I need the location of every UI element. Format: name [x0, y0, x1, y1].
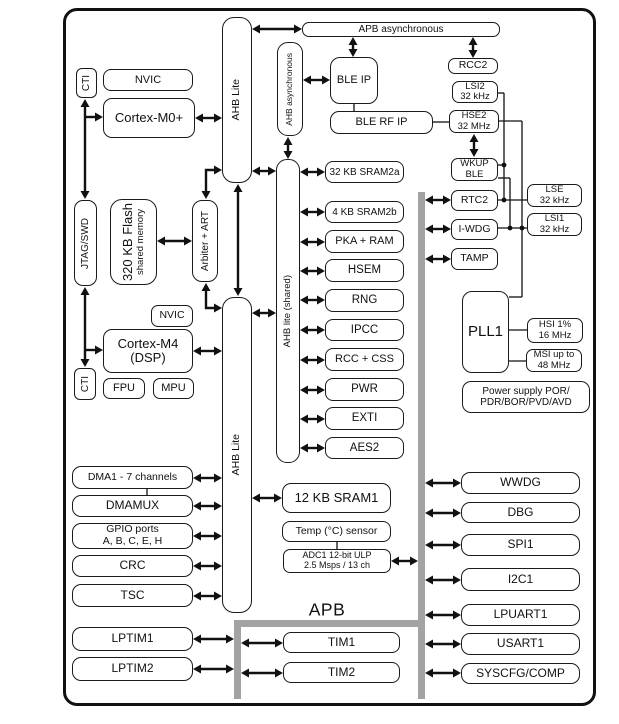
cortex-m0plus: [103, 98, 195, 138]
gpio-ports: [72, 523, 193, 549]
wkup-ble: [451, 158, 498, 181]
apb-asynchronous-bus: [302, 22, 500, 37]
ble-rf-ip: [330, 111, 433, 134]
label: BLE RF IP: [355, 116, 408, 129]
label: 32 kHz: [539, 194, 570, 206]
label: Arbiter + ART: [199, 210, 211, 272]
flash-320kb: [110, 199, 157, 285]
pll1: [462, 291, 509, 373]
fpu: [103, 378, 145, 399]
label: APB asynchronous: [358, 24, 444, 35]
label: 16 MHz: [538, 329, 572, 341]
dmamux: [72, 495, 193, 517]
label: AHB Lite: [230, 79, 243, 121]
label: BLE: [465, 168, 484, 180]
label: DMAMUX: [105, 498, 160, 513]
cti-top: [76, 68, 97, 98]
rng: [325, 289, 404, 312]
cti-bottom: [74, 368, 96, 400]
lpuart1: [461, 604, 580, 626]
label: AHB lite (shared): [281, 274, 293, 348]
label: AHB Lite: [230, 434, 243, 476]
label: LSE: [545, 184, 564, 196]
label: DMA1 - 7 channels: [87, 470, 178, 483]
label: HSEM: [347, 264, 382, 277]
ipcc: [325, 319, 404, 341]
hse2: [449, 110, 499, 133]
i2c1: [461, 568, 580, 591]
label: LSI1: [544, 213, 565, 225]
usart1: [461, 633, 580, 655]
label: HSE2: [461, 110, 487, 122]
dbg: [461, 502, 580, 523]
exti: [325, 407, 404, 430]
lsi1: [527, 213, 582, 236]
label: LPUART1: [493, 607, 548, 622]
label: BLE IP: [336, 74, 372, 87]
label: EXTI: [351, 412, 378, 425]
label: 32 kHz: [460, 91, 490, 102]
label: SYSCFG/COMP: [476, 665, 565, 680]
label: WKUP: [460, 158, 489, 170]
wwdg: [461, 472, 580, 494]
label: PKA + RAM: [335, 235, 394, 248]
label: WWDG: [500, 475, 541, 490]
pwr: [325, 378, 404, 401]
tamp: [451, 248, 498, 270]
label: 32 MHz: [457, 120, 491, 132]
label: AES2: [349, 441, 380, 454]
apb-bus-horizontal: [237, 620, 425, 627]
label: I-WDG: [458, 222, 491, 235]
label: RCC2: [458, 59, 488, 72]
adc1: [283, 549, 391, 573]
pka-ram: [325, 230, 404, 253]
spi1: [461, 534, 580, 556]
label: 32 kHz: [539, 223, 570, 235]
label: RTC2: [460, 193, 489, 206]
ble-ip: [330, 57, 378, 104]
apb-bus-label: APB: [308, 599, 346, 620]
dma1: [72, 466, 193, 489]
label: DBG: [507, 504, 534, 519]
rtc2: [451, 190, 498, 211]
label: GPIO ports: [106, 523, 159, 536]
label: FPU: [113, 382, 135, 395]
nvic-m4: [151, 305, 193, 327]
label: LPTIM1: [111, 631, 154, 646]
label: CTI: [81, 74, 92, 92]
label: NVIC: [134, 73, 162, 86]
hsi16: [527, 318, 583, 343]
label: 2.5 Msps / 13 ch: [303, 560, 371, 570]
label: ADC1 12-bit ULP: [302, 550, 372, 561]
tim1: [283, 632, 400, 653]
label: 48 MHz: [537, 359, 571, 371]
label: 32 KB SRAM2a: [329, 166, 400, 178]
aes2: [325, 437, 404, 459]
lse: [527, 184, 582, 207]
crc: [72, 555, 193, 577]
tsc: [72, 584, 193, 607]
label: TIM2: [327, 664, 356, 679]
ahb-lite-shared-bus: [276, 159, 300, 463]
rcc2: [448, 58, 498, 74]
sram2a: [325, 161, 404, 183]
jtag-swd: [74, 200, 97, 286]
label: Cortex-M4: [117, 335, 179, 351]
tim2: [283, 662, 400, 683]
label: HSI 1%: [538, 319, 572, 331]
mpu: [153, 378, 194, 399]
label: Temp (°C) sensor: [295, 524, 378, 537]
rcc-css: [325, 348, 404, 371]
label: PDR/BOR/PVD/AVD: [480, 397, 572, 408]
label: AHB asynchronous: [284, 52, 295, 126]
nvic-m0: [103, 69, 193, 91]
label: TIM1: [327, 634, 356, 649]
label: IPCC: [350, 323, 379, 336]
label: shared memory: [134, 209, 146, 275]
sram1: [282, 483, 391, 513]
label: CTI: [79, 375, 91, 393]
lsi2: [452, 81, 498, 103]
ahb-lite-bus-m4: [222, 297, 252, 613]
iwdg: [451, 219, 498, 240]
label: (DSP): [130, 350, 166, 365]
label: I2C1: [507, 571, 534, 586]
label: A, B, C, E, H: [102, 535, 163, 547]
label: TAMP: [460, 252, 489, 265]
label: Cortex-M0+: [114, 109, 184, 125]
label: NVIC: [159, 309, 185, 322]
label: 320 KB Flash: [119, 202, 135, 282]
label: CRC: [119, 558, 146, 573]
lptim2: [72, 657, 193, 681]
label: LPTIM2: [111, 661, 154, 676]
lptim1: [72, 627, 193, 651]
hsem: [325, 259, 404, 282]
apb-bus-stub-left: [234, 620, 241, 699]
sram2b: [325, 201, 404, 223]
label: SPI1: [507, 537, 534, 552]
label: 12 KB SRAM1: [294, 489, 379, 505]
label: MPU: [161, 382, 186, 395]
label: 4 KB SRAM2b: [332, 206, 397, 218]
temp-sensor: [282, 521, 391, 542]
ahb-asynchronous-bus: [277, 42, 303, 136]
label: PWR: [351, 383, 378, 396]
label: USART1: [496, 636, 545, 651]
label: PLL1: [467, 322, 504, 340]
syscfg-comp: [461, 663, 580, 684]
arbiter-art: [192, 200, 218, 282]
power-supply: [462, 381, 590, 413]
label: RNG: [351, 294, 378, 307]
label: JTAG/SWD: [80, 217, 91, 269]
label: RCC + CSS: [335, 353, 394, 366]
label: TSC: [120, 587, 145, 602]
label: MSI up to: [533, 349, 575, 361]
label: Power supply POR/: [482, 386, 570, 397]
ahb-lite-bus-top: [222, 17, 252, 183]
msi48: [526, 349, 582, 372]
label: LSI2: [465, 80, 485, 92]
cortex-m4: [103, 329, 193, 373]
